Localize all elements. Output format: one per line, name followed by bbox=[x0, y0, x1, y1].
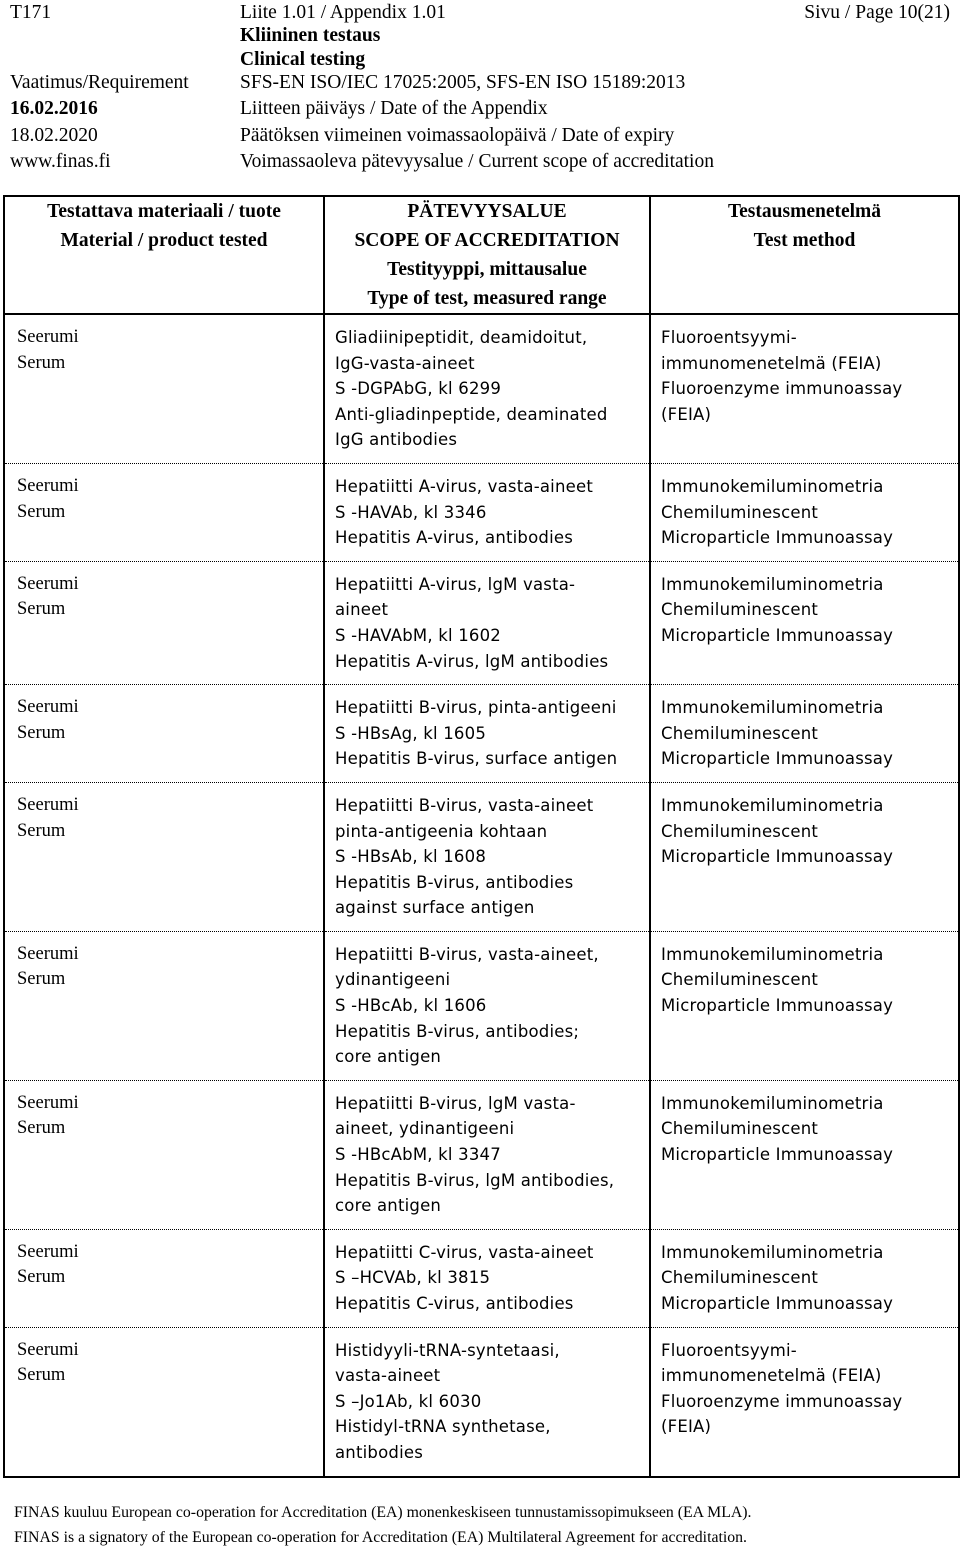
type-cell-line: Hepatitis A-virus, lgM antibodies bbox=[335, 651, 609, 671]
material-cell-line: Serum bbox=[17, 969, 66, 990]
type-cell-line: Hepatiitti A-virus, lgM vasta- bbox=[335, 574, 576, 594]
type-cell-line: Hepatiitti B-virus, vasta-aineet, bbox=[335, 944, 599, 964]
material-cell-line: Seerumi bbox=[17, 1339, 79, 1360]
method-cell-line: Microparticle Immunoassay bbox=[661, 847, 894, 867]
type-cell-line: against surface antigen bbox=[335, 898, 535, 918]
table-title-fi: PÄTEVYYSALUE bbox=[407, 201, 567, 222]
material-cell-line: Serum bbox=[17, 1365, 66, 1386]
table-row bbox=[4, 782, 959, 931]
header-line-4 bbox=[10, 70, 950, 96]
col-type-en: Type of test, measured range bbox=[367, 288, 607, 309]
type-cell-line: IgG-vasta-aineet bbox=[335, 353, 475, 373]
type-cell-line: Hepatiitti B-virus, vasta-aineet bbox=[335, 795, 594, 815]
method-cell-line: Fluoroentsyymi- bbox=[661, 1340, 797, 1360]
method-cell-line: immunomenetelmä (FEIA) bbox=[661, 1366, 882, 1386]
type-cell-line: ydinantigeeni bbox=[335, 970, 451, 990]
type-cell-line: S –HCVAb, kl 3815 bbox=[335, 1268, 491, 1288]
type-cell-line: core antigen bbox=[335, 1047, 442, 1067]
method-cell-line: Immunokemiluminometria bbox=[661, 944, 884, 964]
type-cell bbox=[324, 561, 650, 684]
material-cell-line: Serum bbox=[17, 820, 66, 841]
type-cell bbox=[324, 1080, 650, 1229]
method-cell-line: Immunokemiluminometria bbox=[661, 698, 884, 718]
material-cell-line: Serum bbox=[17, 599, 66, 620]
material-cell bbox=[4, 685, 324, 783]
material-cell-line: Seerumi bbox=[17, 327, 79, 347]
type-cell-line: pinta-antigeenia kohtaan bbox=[335, 821, 548, 841]
appendix-date: 16.02.2016 bbox=[10, 98, 98, 119]
method-cell-line: Chemiluminescent bbox=[661, 1119, 819, 1139]
material-cell-line: Serum bbox=[17, 1267, 66, 1288]
table-row bbox=[4, 561, 959, 684]
type-cell bbox=[324, 782, 650, 931]
col-method-header bbox=[650, 196, 959, 314]
type-cell-line: Hepatitis C-virus, antibodies bbox=[335, 1294, 574, 1313]
material-cell-line: Serum bbox=[17, 501, 66, 522]
method-cell bbox=[650, 463, 959, 561]
method-cell-line: Microparticle Immunoassay bbox=[661, 996, 894, 1016]
header-line-5 bbox=[10, 96, 950, 122]
material-cell bbox=[4, 782, 324, 931]
website-link[interactable]: www.finas.fi bbox=[10, 151, 111, 172]
method-cell-line: Fluoroenzyme immunoassay bbox=[661, 379, 903, 399]
method-cell-line: Microparticle Immunoassay bbox=[661, 625, 894, 645]
type-cell-line: aineet bbox=[335, 600, 389, 620]
table-row bbox=[4, 1327, 959, 1476]
material-cell bbox=[4, 314, 324, 463]
method-cell-line: Fluoroenzyme immunoassay bbox=[661, 1391, 903, 1411]
type-cell-line: Hepatiitti B-virus, lgM vasta- bbox=[335, 1093, 576, 1113]
type-cell-line: S -HBcAbM, kl 3347 bbox=[335, 1145, 501, 1165]
method-cell-line: Chemiluminescent bbox=[661, 1268, 819, 1288]
material-cell-line: Seerumi bbox=[17, 1241, 79, 1262]
material-cell bbox=[4, 931, 324, 1080]
type-cell-line: S -HAVAbM, kl 1602 bbox=[335, 625, 502, 645]
method-cell-line: Immunokemiluminometria bbox=[661, 476, 884, 496]
method-cell bbox=[650, 314, 959, 463]
material-cell-line: Seerumi bbox=[17, 1092, 79, 1113]
material-cell-line: Serum bbox=[17, 722, 66, 743]
material-cell bbox=[4, 1229, 324, 1327]
method-cell-line: Immunokemiluminometria bbox=[661, 795, 884, 815]
type-cell-line: Anti-gliadinpeptide, deaminated bbox=[335, 404, 608, 424]
type-cell-line: vasta-aineet bbox=[335, 1366, 441, 1386]
material-cell-line: Serum bbox=[17, 1118, 66, 1139]
type-cell-line: Hepatitis A-virus, antibodies bbox=[335, 528, 574, 548]
table-row bbox=[4, 463, 959, 561]
type-cell-line: Hepatitis B-virus, surface antigen bbox=[335, 749, 618, 769]
material-cell bbox=[4, 1327, 324, 1476]
type-cell-line: S –Jo1Ab, kl 6030 bbox=[335, 1391, 482, 1411]
col-material-header bbox=[4, 196, 324, 314]
method-cell bbox=[650, 685, 959, 783]
table-row bbox=[4, 314, 959, 463]
footer-fi: FINAS kuuluu European co-operation for Accreditation (EA) monenkeskiseen tunnustamissopimukseen (EA MLA). bbox=[14, 1504, 752, 1521]
material-cell bbox=[4, 561, 324, 684]
material-cell bbox=[4, 463, 324, 561]
type-cell bbox=[324, 1327, 650, 1476]
method-cell-line: immunomenetelmä (FEIA) bbox=[661, 353, 882, 373]
table-header-row bbox=[4, 196, 959, 314]
header-line-2 bbox=[10, 23, 950, 49]
requirement-label: Vaatimus/Requirement bbox=[10, 72, 189, 93]
type-cell bbox=[324, 314, 650, 463]
method-cell bbox=[650, 1327, 959, 1476]
method-cell-line: Chemiluminescent bbox=[661, 970, 819, 990]
type-cell-line: Hepatiitti A-virus, vasta-aineet bbox=[335, 476, 593, 496]
col-method-fi: Testausmenetelmä bbox=[727, 201, 882, 222]
expiry-date: 18.02.2020 bbox=[10, 125, 98, 146]
appendix-date-label: Liitteen päiväys / Date of the Appendix bbox=[240, 98, 548, 119]
doc-id: T171 bbox=[10, 2, 52, 23]
method-cell bbox=[650, 782, 959, 931]
footer-en: FINAS is a signatory of the European co-operation for Accreditation (EA) Multilateral Agreement for accreditation. bbox=[14, 1529, 747, 1546]
method-cell-line: Chemiluminescent bbox=[661, 821, 819, 841]
type-cell-line: Hepatiitti C-virus, vasta-aineet bbox=[335, 1242, 594, 1262]
material-cell-line: Seerumi bbox=[17, 475, 79, 496]
method-cell bbox=[650, 561, 959, 684]
table-row bbox=[4, 1229, 959, 1327]
scope-table bbox=[3, 195, 960, 1478]
type-cell bbox=[324, 463, 650, 561]
method-cell-line: Microparticle Immunoassay bbox=[661, 528, 894, 548]
material-cell-line: Seerumi bbox=[17, 794, 79, 815]
material-cell-line: Seerumi bbox=[17, 943, 79, 964]
page-number: Sivu / Page 10(21) bbox=[804, 2, 950, 23]
method-cell-line: (FEIA) bbox=[661, 1417, 712, 1437]
method-cell-line: Chemiluminescent bbox=[661, 502, 819, 522]
type-cell-line: Hepatitis B-virus, lgM antibodies, bbox=[335, 1170, 615, 1190]
type-cell-line: S -DGPAbG, kl 6299 bbox=[335, 379, 502, 399]
type-cell bbox=[324, 931, 650, 1080]
method-cell-line: Immunokemiluminometria bbox=[661, 1242, 884, 1262]
type-cell-line: IgG antibodies bbox=[335, 430, 458, 450]
method-cell-line: Fluoroentsyymi- bbox=[661, 328, 797, 347]
type-cell-line: S -HBcAb, kl 1606 bbox=[335, 996, 487, 1016]
category-en: Clinical testing bbox=[240, 49, 366, 70]
type-cell-line: S -HBsAb, kl 1608 bbox=[335, 847, 487, 867]
table-row bbox=[4, 685, 959, 783]
type-cell-line: S -HAVAb, kl 3346 bbox=[335, 502, 487, 522]
col-type-header bbox=[324, 196, 650, 314]
header-line-7 bbox=[10, 149, 950, 175]
method-cell-line: Chemiluminescent bbox=[661, 723, 819, 743]
method-cell bbox=[650, 1229, 959, 1327]
table-row bbox=[4, 1080, 959, 1229]
type-cell-line: Hepatiitti B-virus, pinta-antigeeni bbox=[335, 698, 617, 718]
type-cell-line: S -HBsAg, kl 1605 bbox=[335, 723, 487, 743]
col-material-fi: Testattava materiaali / tuote bbox=[47, 201, 281, 222]
col-type-fi: Testityyppi, mittausalue bbox=[387, 259, 587, 280]
method-cell bbox=[650, 931, 959, 1080]
type-cell bbox=[324, 685, 650, 783]
material-cell-line: Seerumi bbox=[17, 573, 79, 594]
requirement-value: SFS-EN ISO/IEC 17025:2005, SFS-EN ISO 15189:2013 bbox=[240, 72, 686, 93]
method-cell-line: (FEIA) bbox=[661, 404, 712, 424]
col-method-en: Test method bbox=[753, 230, 856, 251]
appendix-label: Liite 1.01 / Appendix 1.01 bbox=[240, 2, 446, 23]
method-cell-line: Immunokemiluminometria bbox=[661, 574, 884, 594]
type-cell bbox=[324, 1229, 650, 1327]
type-cell-line: Hepatitis B-virus, antibodies bbox=[335, 872, 574, 892]
method-cell bbox=[650, 1080, 959, 1229]
type-cell-line: antibodies bbox=[335, 1442, 423, 1462]
type-cell-line: Gliadiinipeptidit, deamidoitut, bbox=[335, 328, 588, 347]
material-cell bbox=[4, 1080, 324, 1229]
material-cell-line: Seerumi bbox=[17, 697, 79, 718]
scope-label: Voimassaoleva pätevyysalue / Current scope of accreditation bbox=[240, 151, 714, 172]
type-cell-line: Histidyyli-tRNA-syntetaasi, bbox=[335, 1340, 560, 1360]
header-line-6 bbox=[10, 123, 950, 149]
table-row bbox=[4, 931, 959, 1080]
table-title-en: SCOPE OF ACCREDITATION bbox=[354, 230, 620, 251]
type-cell-line: aineet, ydinantigeeni bbox=[335, 1119, 515, 1139]
table-body bbox=[4, 314, 959, 1477]
method-cell-line: Microparticle Immunoassay bbox=[661, 1294, 894, 1313]
type-cell-line: Histidyl-tRNA synthetase, bbox=[335, 1417, 551, 1437]
col-material-en: Material / product tested bbox=[60, 230, 268, 251]
method-cell-line: Microparticle Immunoassay bbox=[661, 1145, 894, 1165]
method-cell-line: Chemiluminescent bbox=[661, 600, 819, 620]
method-cell-line: Microparticle Immunoassay bbox=[661, 749, 894, 769]
type-cell-line: core antigen bbox=[335, 1196, 442, 1216]
method-cell-line: Immunokemiluminometria bbox=[661, 1093, 884, 1113]
expiry-label: Päätöksen viimeinen voimassaolopäivä / Date of expiry bbox=[240, 125, 675, 146]
type-cell-line: Hepatitis B-virus, antibodies; bbox=[335, 1021, 580, 1041]
material-cell-line: Serum bbox=[17, 352, 66, 373]
category-fi: Kliininen testaus bbox=[240, 25, 381, 46]
